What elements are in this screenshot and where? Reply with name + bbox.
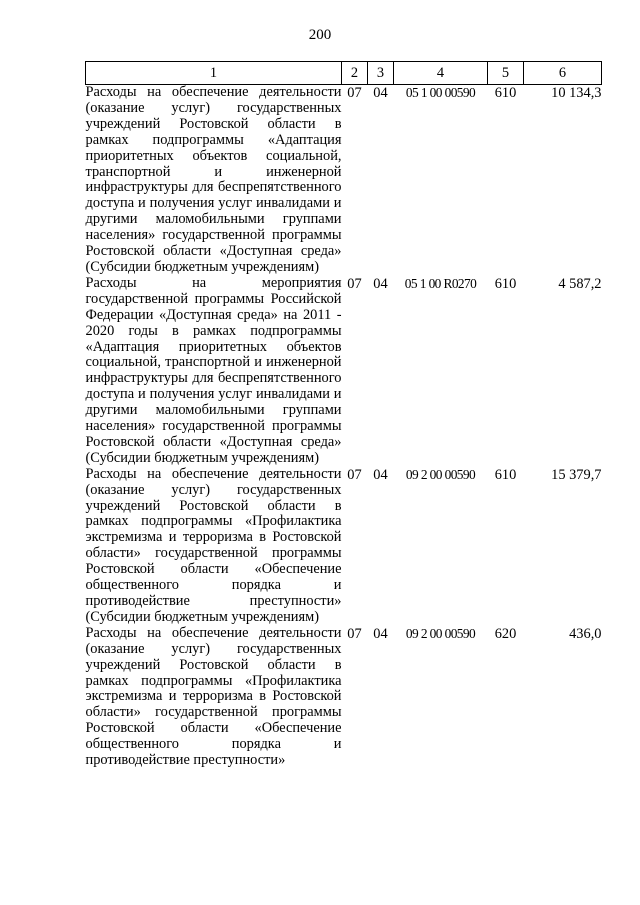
row-expense-type: 610	[494, 466, 517, 483]
row-subsection: 04	[373, 466, 388, 483]
row-expense-type: 620	[494, 625, 517, 642]
row-expense-type: 610	[494, 85, 517, 101]
col-header-expense-type: 5	[488, 62, 524, 85]
row-target-article: 05 1 00 R0270	[404, 275, 477, 291]
table-row	[86, 626, 602, 769]
row-description: Расходы на обеспечение деятельности (оказание услуг) государственных учреждений Ростовской области в рамках подпрограммы «Адаптация приоритетных объектов социальной, транспортной и инженерной инфраструктуры для беспрепятственного доступа и получения услуг инвалидами и другими маломобильными группами населения» государственной программы Ростовской области «Доступная среда» (Субсидии бюджетным учреждениям)	[85, 84, 342, 275]
table-row	[86, 85, 602, 276]
row-description: Расходы на обеспечение деятельности (оказание услуг) государственных учреждений Ростовской области в рамках подпрограммы «Профилактика экстремизма и терроризма в Ростовской области» государственной программы Ростовской области «Обеспечение общественного порядка и противодействие преступности»	[85, 624, 342, 769]
col-header-description: 1	[86, 62, 342, 85]
row-target-article: 09 2 00 00590	[405, 466, 476, 482]
page-number: 200	[308, 27, 332, 43]
row-section: 07	[347, 275, 362, 292]
row-section: 07	[347, 625, 362, 642]
row-amount: 436,0	[569, 625, 602, 642]
header-row	[86, 62, 602, 85]
row-subsection: 04	[373, 85, 388, 101]
col-header-subsection: 3	[368, 62, 394, 85]
row-target-article: 09 2 00 00590	[405, 625, 476, 641]
row-description: Расходы на обеспечение деятельности (оказание услуг) государственных учреждений Ростовской области в рамках подпрограммы «Профилактика экстремизма и терроризма в Ростовской области» государственной программы Ростовской области «Обеспечение общественного порядка и противодействие преступности» (Субсидии бюджетным учреждениям)	[85, 465, 342, 625]
row-subsection: 04	[373, 275, 388, 292]
col-header-target-article: 4	[394, 62, 488, 85]
row-amount: 4 587,2	[558, 275, 602, 292]
row-section: 07	[347, 85, 362, 101]
row-amount: 15 379,7	[551, 466, 602, 483]
row-expense-type: 610	[494, 275, 517, 292]
row-amount: 10 134,3	[551, 85, 602, 101]
row-subsection: 04	[373, 625, 388, 642]
budget-table	[85, 61, 602, 769]
table-row	[86, 276, 602, 467]
row-description: Расходы на мероприятия государственной программы Российской Федерации «Доступная среда» на 2011 - 2020 годы в рамках подпрограммы «Адаптация приоритетных объектов социальной, транспортной и инженерной инфраструктуры для беспрепятственного доступа и получения услуг инвалидами и другими маломобильными группами населения» государственной программы Ростовской области «Доступная среда» (Субсидии бюджетным учреждениям)	[85, 274, 342, 466]
col-header-amount: 6	[524, 62, 602, 85]
row-target-article: 05 1 00 00590	[405, 85, 476, 100]
col-header-section: 2	[342, 62, 368, 85]
table-row	[86, 467, 602, 626]
row-section: 07	[347, 466, 362, 483]
